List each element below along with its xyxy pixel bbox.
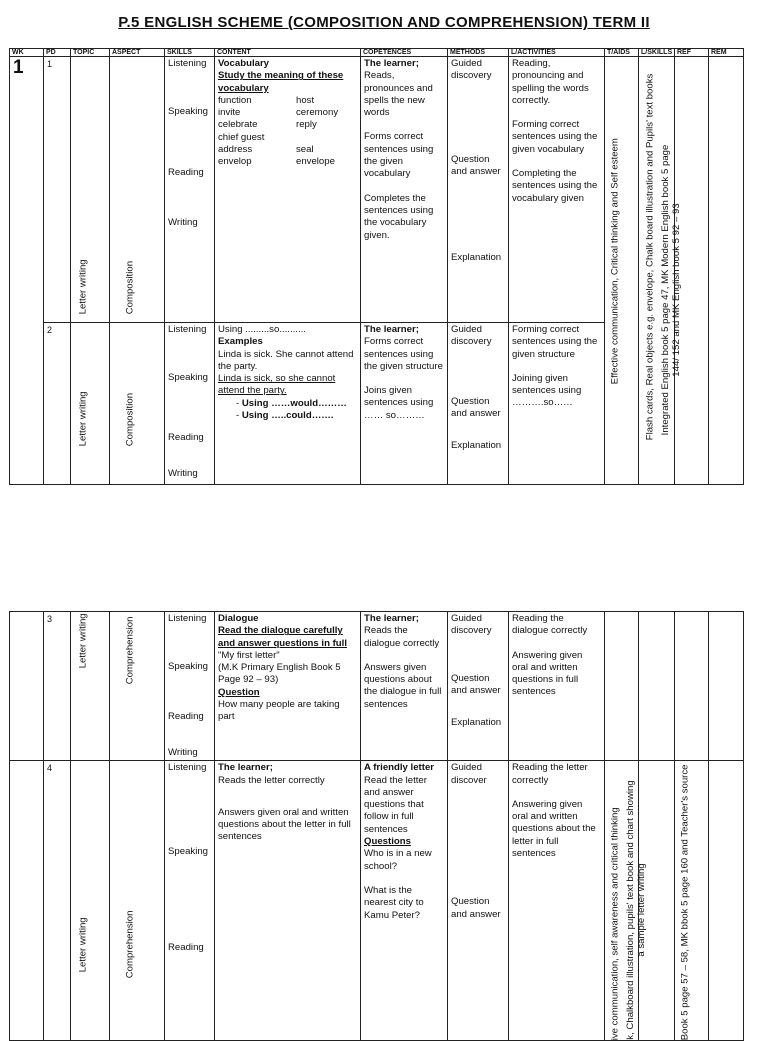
header-methods: METHODS [448,49,509,57]
week-number: 1 [10,57,44,485]
activities-cell: Reading the letter correctly Answering given oral and written questions about the letter in full sentences [509,761,605,1041]
competences-cell: The learner; Reads, pronounces and spells the new words Forms correct sentences using the given vocabulary Completes the sentences using the vocabulary given. [361,57,448,323]
header-row [10,49,744,57]
header-pd: PD [44,49,71,57]
teaching-aids-cell: ive communication, self awareness and critical thinking [605,761,639,1041]
reference-cell: Book 5 page 57 – 58, MK bbok 5 page 160 and Teacher's source [675,761,709,1041]
header-content: CONTENT [215,49,361,57]
header-ref: REF [675,49,709,57]
reference-cell: Integrated English book 5 page 47, MK Modern English book 5 page 144/ 152 and MK English book 5 92 – 93 [675,57,709,485]
competences-cell: A friendly letter Read the letter and answer questions that follow in full sentences Questions Who is in a new school? What is the nearest city to Kamu Peter? [361,761,448,1041]
topic-cell: Letter writing [71,323,110,485]
week-cell [10,612,44,761]
header-topic: TOPIC [71,49,110,57]
scheme-table-1 [9,48,744,485]
skills-cell: Listening Speaking Reading [165,761,215,1041]
table-row [10,761,744,1041]
skills-cell: Listening Speaking Reading Writing [165,57,215,323]
topic-cell: Letter writing [71,761,110,1041]
teaching-aids-cell: Effective communication, Critical thinking and Self esteem [605,57,639,485]
period-cell: 4 [44,761,71,1041]
life-skills-cell: Flash cards, Real objects e.g. envelope, Chalk board illustration and Pupils' text books [639,57,675,485]
methods-cell: Guided discovery Question and answer Explanation [448,57,509,323]
remarks-cell [709,761,744,1041]
remarks-cell [709,57,744,485]
methods-cell: Guided discovery Question and answer Explanation [448,323,509,485]
activities-cell: Reading, pronouncing and spelling the words correctly. Forming correct sentences using the given vocabulary Completing the sentences using the vocabulary given [509,57,605,323]
reference-cell [675,612,709,761]
header-aspect: ASPECT [110,49,165,57]
competences-cell: The learner; Forms correct sentences using the given structure Joins given sentences using …… so……… [361,323,448,485]
table-row [10,57,744,323]
period-cell: 2 [44,323,71,485]
aspect-cell: Comprehension [110,761,165,1041]
week-cell [10,761,44,1041]
skills-cell: Listening Speaking Reading Writing [165,323,215,485]
content-cell: Vocabulary Study the meaning of these vocabulary function host invite ceremony celebrate reply chief guest address seal envelop envelope [215,57,361,323]
methods-cell: Guided discover Question and answer [448,761,509,1041]
page-title: P.5 ENGLISH SCHEME (COMPOSITION AND COMPREHENSION) TERM II [118,14,650,31]
life-skills-cell: k, Chalkboard illustration, pupils' text book and chart showing a sample letter writing [639,761,675,1041]
period-cell: 3 [44,612,71,761]
period-cell: 1 [44,57,71,323]
aspect-cell: Comprehension [110,612,165,761]
content-cell: Using .........so.......... Examples Linda is sick. She cannot attend the party. Linda is sick, so she cannot attend the party. - Using ……would……… - Using …..could……. [215,323,361,485]
content-cell: Dialogue Read the dialogue carefully and answer questions in full "My first letter" (M.K Primary English Book 5 Page 92 – 93) Question How many people are taking part [215,612,361,761]
topic-cell: Letter writing [71,612,110,761]
methods-cell: Guided discovery Question and answer Explanation [448,612,509,761]
activities-cell: Reading the dialogue correctly Answering given oral and written questions in full sentences [509,612,605,761]
header-skills: SKILLS [165,49,215,57]
topic-cell: Letter writing [71,57,110,323]
table-row [10,612,744,761]
teaching-aids-cell [605,612,639,761]
remarks-cell [709,612,744,761]
header-taids: T/AIDS [605,49,639,57]
scheme-table-2 [9,611,744,1041]
aspect-cell: Composition [110,57,165,323]
header-activities: L/ACTIVITIES [509,49,605,57]
header-rem: REM [709,49,744,57]
header-wk: WK [10,49,44,57]
header-lskills: L/SKILLS [639,49,675,57]
activities-cell: Forming correct sentences using the given structure Joining given sentences using ……….so…… [509,323,605,485]
competences-cell: The learner; Reads the dialogue correctly Answers given questions about the dialogue in full sentences [361,612,448,761]
content-cell: The learner; Reads the letter correctly Answers given oral and written questions about the letter in full sentences [215,761,361,1041]
aspect-cell: Composition [110,323,165,485]
life-skills-cell [639,612,675,761]
skills-cell: Listening Speaking Reading Writing [165,612,215,761]
header-competences: COPETENCES [361,49,448,57]
